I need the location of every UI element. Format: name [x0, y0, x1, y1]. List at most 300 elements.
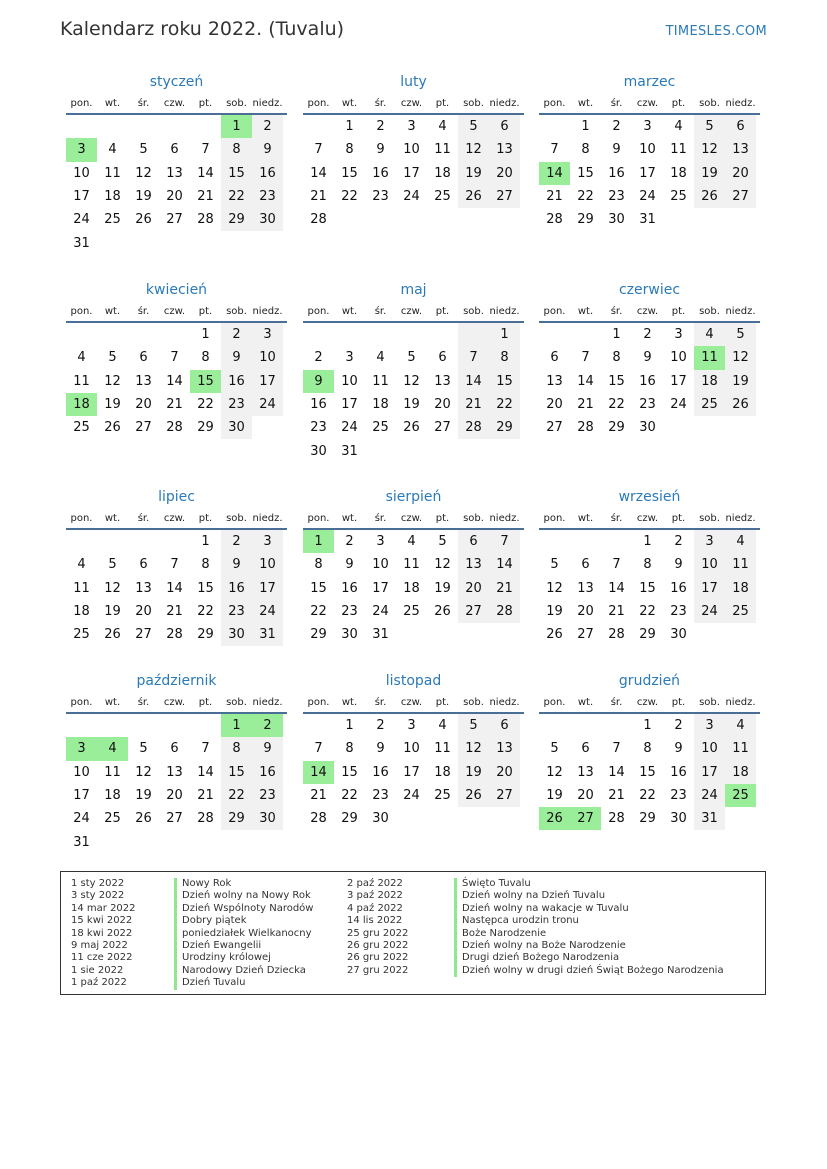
day-cell[interactable]: 2	[376, 119, 385, 135]
day-cell[interactable]: 5	[458, 115, 489, 138]
day-cell[interactable]: 18	[104, 189, 121, 205]
day-cell[interactable]: 16	[221, 577, 252, 600]
day-cell[interactable]: 8	[314, 557, 323, 573]
day-cell[interactable]: 14	[166, 580, 183, 596]
day-cell[interactable]: 3	[66, 138, 97, 161]
day-cell[interactable]: 10	[694, 737, 725, 760]
day-cell[interactable]: 26	[546, 627, 563, 643]
day-cell[interactable]: 21	[197, 189, 214, 205]
day-cell[interactable]: 17	[73, 788, 90, 804]
day-cell[interactable]: 19	[104, 604, 121, 620]
day-cell[interactable]: 3	[407, 119, 416, 135]
day-cell[interactable]: 14	[608, 580, 625, 596]
day-cell[interactable]: 17	[694, 577, 725, 600]
day-cell[interactable]: 11	[73, 580, 90, 596]
day-cell[interactable]: 11	[403, 557, 420, 573]
day-cell[interactable]: 16	[639, 373, 656, 389]
day-cell[interactable]: 27	[725, 185, 756, 208]
day-cell[interactable]: 18	[73, 604, 90, 620]
day-cell[interactable]: 23	[670, 788, 687, 804]
day-cell[interactable]: 11	[372, 373, 389, 389]
day-cell[interactable]: 22	[489, 393, 520, 416]
day-cell[interactable]: 18	[434, 165, 451, 181]
day-cell[interactable]: 15	[341, 165, 358, 181]
day-cell[interactable]: 20	[489, 162, 520, 185]
day-cell[interactable]: 4	[725, 530, 756, 553]
day-cell[interactable]: 5	[108, 557, 117, 573]
day-cell[interactable]: 13	[577, 580, 594, 596]
day-cell[interactable]: 28	[310, 212, 327, 228]
day-cell[interactable]: 30	[221, 623, 252, 646]
day-cell[interactable]: 2	[252, 115, 283, 138]
day-cell[interactable]: 15	[310, 580, 327, 596]
day-cell[interactable]: 26	[135, 811, 152, 827]
day-cell[interactable]: 29	[489, 416, 520, 439]
day-cell[interactable]: 15	[221, 162, 252, 185]
day-cell[interactable]: 12	[725, 346, 756, 369]
day-cell[interactable]: 3	[643, 119, 652, 135]
day-cell[interactable]: 6	[581, 741, 590, 757]
day-cell[interactable]: 15	[341, 764, 358, 780]
day-cell[interactable]: 1	[201, 534, 210, 550]
day-cell[interactable]: 10	[403, 142, 420, 158]
day-cell[interactable]: 7	[489, 530, 520, 553]
day-cell[interactable]: 14	[489, 553, 520, 576]
day-cell[interactable]: 31	[694, 807, 725, 830]
day-cell[interactable]: 10	[252, 553, 283, 576]
day-cell[interactable]: 7	[458, 346, 489, 369]
day-cell[interactable]: 8	[345, 741, 354, 757]
day-cell[interactable]: 6	[458, 530, 489, 553]
day-cell[interactable]: 26	[725, 393, 756, 416]
day-cell[interactable]: 4	[97, 737, 128, 760]
day-cell[interactable]: 26	[104, 627, 121, 643]
day-cell[interactable]: 16	[372, 165, 389, 181]
day-cell[interactable]: 10	[252, 346, 283, 369]
day-cell[interactable]: 12	[458, 737, 489, 760]
day-cell[interactable]: 18	[694, 370, 725, 393]
day-cell[interactable]: 27	[166, 811, 183, 827]
day-cell[interactable]: 20	[135, 604, 152, 620]
day-cell[interactable]: 8	[643, 741, 652, 757]
day-cell[interactable]: 18	[725, 761, 756, 784]
day-cell[interactable]: 17	[341, 397, 358, 413]
day-cell[interactable]: 16	[341, 580, 358, 596]
day-cell[interactable]: 25	[725, 600, 756, 623]
day-cell[interactable]: 5	[550, 557, 559, 573]
day-cell[interactable]: 18	[66, 393, 97, 416]
day-cell[interactable]: 22	[341, 788, 358, 804]
day-cell[interactable]: 30	[252, 807, 283, 830]
day-cell[interactable]: 2	[674, 718, 683, 734]
day-cell[interactable]: 10	[670, 350, 687, 366]
day-cell[interactable]: 29	[639, 627, 656, 643]
day-cell[interactable]: 4	[108, 142, 117, 158]
day-cell[interactable]: 29	[197, 627, 214, 643]
day-cell[interactable]: 9	[252, 138, 283, 161]
day-cell[interactable]: 26	[104, 420, 121, 436]
day-cell[interactable]: 24	[252, 393, 283, 416]
day-cell[interactable]: 15	[639, 764, 656, 780]
day-cell[interactable]: 31	[372, 627, 389, 643]
day-cell[interactable]: 23	[372, 189, 389, 205]
day-cell[interactable]: 28	[608, 627, 625, 643]
day-cell[interactable]: 31	[73, 235, 90, 251]
day-cell[interactable]: 23	[252, 185, 283, 208]
day-cell[interactable]: 6	[139, 350, 148, 366]
day-cell[interactable]: 16	[252, 162, 283, 185]
day-cell[interactable]: 9	[376, 741, 385, 757]
day-cell[interactable]: 10	[694, 553, 725, 576]
day-cell[interactable]: 3	[66, 737, 97, 760]
day-cell[interactable]: 21	[577, 397, 594, 413]
day-cell[interactable]: 4	[77, 350, 86, 366]
day-cell[interactable]: 14	[197, 165, 214, 181]
day-cell[interactable]: 14	[197, 764, 214, 780]
day-cell[interactable]: 1	[345, 119, 354, 135]
day-cell[interactable]: 15	[190, 370, 221, 393]
day-cell[interactable]: 11	[104, 764, 121, 780]
day-cell[interactable]: 12	[135, 165, 152, 181]
day-cell[interactable]: 18	[403, 580, 420, 596]
day-cell[interactable]: 8	[581, 142, 590, 158]
day-cell[interactable]: 3	[345, 350, 354, 366]
day-cell[interactable]: 27	[135, 627, 152, 643]
day-cell[interactable]: 1	[581, 119, 590, 135]
day-cell[interactable]: 16	[670, 580, 687, 596]
day-cell[interactable]: 28	[166, 627, 183, 643]
day-cell[interactable]: 13	[489, 138, 520, 161]
day-cell[interactable]: 23	[310, 420, 327, 436]
day-cell[interactable]: 26	[135, 212, 152, 228]
day-cell[interactable]: 16	[221, 370, 252, 393]
day-cell[interactable]: 29	[221, 807, 252, 830]
day-cell[interactable]: 6	[581, 557, 590, 573]
day-cell[interactable]: 20	[725, 162, 756, 185]
day-cell[interactable]: 25	[434, 189, 451, 205]
day-cell[interactable]: 18	[725, 577, 756, 600]
day-cell[interactable]: 22	[310, 604, 327, 620]
day-cell[interactable]: 7	[314, 741, 323, 757]
day-cell[interactable]: 28	[608, 811, 625, 827]
day-cell[interactable]: 4	[77, 557, 86, 573]
day-cell[interactable]: 9	[345, 557, 354, 573]
day-cell[interactable]: 2	[345, 534, 354, 550]
day-cell[interactable]: 7	[612, 741, 621, 757]
day-cell[interactable]: 4	[376, 350, 385, 366]
day-cell[interactable]: 27	[166, 212, 183, 228]
day-cell[interactable]: 24	[372, 604, 389, 620]
day-cell[interactable]: 23	[372, 788, 389, 804]
day-cell[interactable]: 5	[725, 323, 756, 346]
day-cell[interactable]: 27	[135, 420, 152, 436]
day-cell[interactable]: 22	[197, 397, 214, 413]
day-cell[interactable]: 25	[403, 604, 420, 620]
day-cell[interactable]: 16	[670, 764, 687, 780]
day-cell[interactable]: 17	[73, 189, 90, 205]
day-cell[interactable]: 9	[674, 741, 683, 757]
day-cell[interactable]: 12	[403, 373, 420, 389]
day-cell[interactable]: 13	[135, 580, 152, 596]
day-cell[interactable]: 22	[577, 189, 594, 205]
day-cell[interactable]: 15	[639, 580, 656, 596]
day-cell[interactable]: 13	[135, 373, 152, 389]
day-cell[interactable]: 10	[403, 741, 420, 757]
day-cell[interactable]: 15	[577, 165, 594, 181]
day-cell[interactable]: 5	[438, 534, 447, 550]
day-cell[interactable]: 2	[376, 718, 385, 734]
day-cell[interactable]: 8	[612, 350, 621, 366]
day-cell[interactable]: 17	[639, 165, 656, 181]
day-cell[interactable]: 30	[372, 811, 389, 827]
day-cell[interactable]: 10	[639, 142, 656, 158]
day-cell[interactable]: 4	[674, 119, 683, 135]
day-cell[interactable]: 26	[458, 185, 489, 208]
day-cell[interactable]: 10	[73, 165, 90, 181]
day-cell[interactable]: 25	[694, 393, 725, 416]
day-cell[interactable]: 24	[639, 189, 656, 205]
day-cell[interactable]: 5	[458, 714, 489, 737]
day-cell[interactable]: 19	[725, 370, 756, 393]
day-cell[interactable]: 5	[407, 350, 416, 366]
day-cell[interactable]: 13	[489, 737, 520, 760]
day-cell[interactable]: 7	[550, 142, 559, 158]
day-cell[interactable]: 13	[546, 373, 563, 389]
day-cell[interactable]: 30	[608, 212, 625, 228]
day-cell[interactable]: 7	[612, 557, 621, 573]
day-cell[interactable]: 24	[73, 811, 90, 827]
day-cell[interactable]: 25	[670, 189, 687, 205]
day-cell[interactable]: 25	[104, 811, 121, 827]
day-cell[interactable]: 20	[489, 761, 520, 784]
day-cell[interactable]: 25	[73, 627, 90, 643]
day-cell[interactable]: 20	[458, 577, 489, 600]
day-cell[interactable]: 17	[403, 165, 420, 181]
day-cell[interactable]: 11	[434, 142, 451, 158]
day-cell[interactable]: 30	[670, 811, 687, 827]
day-cell[interactable]: 13	[434, 373, 451, 389]
day-cell[interactable]: 1	[643, 534, 652, 550]
day-cell[interactable]: 31	[341, 443, 358, 459]
day-cell[interactable]: 29	[221, 208, 252, 231]
day-cell[interactable]: 22	[221, 784, 252, 807]
day-cell[interactable]: 10	[73, 764, 90, 780]
day-cell[interactable]: 26	[403, 420, 420, 436]
day-cell[interactable]: 18	[372, 397, 389, 413]
day-cell[interactable]: 23	[221, 600, 252, 623]
day-cell[interactable]: 8	[345, 142, 354, 158]
day-cell[interactable]: 13	[577, 764, 594, 780]
day-cell[interactable]: 4	[725, 714, 756, 737]
day-cell[interactable]: 20	[135, 397, 152, 413]
day-cell[interactable]: 31	[639, 212, 656, 228]
day-cell[interactable]: 12	[694, 138, 725, 161]
day-cell[interactable]: 21	[166, 604, 183, 620]
day-cell[interactable]: 1	[612, 327, 621, 343]
day-cell[interactable]: 12	[434, 557, 451, 573]
day-cell[interactable]: 23	[221, 393, 252, 416]
day-cell[interactable]: 30	[252, 208, 283, 231]
day-cell[interactable]: 28	[166, 420, 183, 436]
day-cell[interactable]: 22	[341, 189, 358, 205]
day-cell[interactable]: 1	[303, 530, 334, 553]
day-cell[interactable]: 4	[407, 534, 416, 550]
day-cell[interactable]: 29	[341, 811, 358, 827]
day-cell[interactable]: 20	[546, 397, 563, 413]
day-cell[interactable]: 10	[341, 373, 358, 389]
day-cell[interactable]: 6	[139, 557, 148, 573]
day-cell[interactable]: 3	[252, 530, 283, 553]
day-cell[interactable]: 27	[458, 600, 489, 623]
day-cell[interactable]: 21	[489, 577, 520, 600]
day-cell[interactable]: 2	[314, 350, 323, 366]
day-cell[interactable]: 13	[166, 165, 183, 181]
day-cell[interactable]: 23	[252, 784, 283, 807]
day-cell[interactable]: 22	[197, 604, 214, 620]
day-cell[interactable]: 15	[489, 370, 520, 393]
day-cell[interactable]: 14	[166, 373, 183, 389]
day-cell[interactable]: 1	[345, 718, 354, 734]
day-cell[interactable]: 28	[458, 416, 489, 439]
day-cell[interactable]: 12	[458, 138, 489, 161]
day-cell[interactable]: 7	[170, 350, 179, 366]
day-cell[interactable]: 26	[539, 807, 570, 830]
day-cell[interactable]: 11	[434, 741, 451, 757]
day-cell[interactable]: 6	[438, 350, 447, 366]
day-cell[interactable]: 9	[303, 370, 334, 393]
day-cell[interactable]: 17	[252, 370, 283, 393]
day-cell[interactable]: 5	[694, 115, 725, 138]
day-cell[interactable]: 6	[489, 714, 520, 737]
day-cell[interactable]: 12	[104, 373, 121, 389]
day-cell[interactable]: 28	[310, 811, 327, 827]
day-cell[interactable]: 24	[403, 189, 420, 205]
day-cell[interactable]: 9	[252, 737, 283, 760]
day-cell[interactable]: 3	[674, 327, 683, 343]
day-cell[interactable]: 21	[310, 788, 327, 804]
day-cell[interactable]: 14	[303, 761, 334, 784]
day-cell[interactable]: 21	[608, 788, 625, 804]
day-cell[interactable]: 26	[434, 604, 451, 620]
day-cell[interactable]: 12	[546, 580, 563, 596]
day-cell[interactable]: 17	[372, 580, 389, 596]
day-cell[interactable]: 19	[135, 189, 152, 205]
day-cell[interactable]: 19	[403, 397, 420, 413]
day-cell[interactable]: 8	[201, 350, 210, 366]
day-cell[interactable]: 29	[608, 420, 625, 436]
day-cell[interactable]: 19	[458, 761, 489, 784]
day-cell[interactable]: 16	[372, 764, 389, 780]
day-cell[interactable]: 19	[546, 604, 563, 620]
day-cell[interactable]: 23	[639, 397, 656, 413]
day-cell[interactable]: 31	[252, 623, 283, 646]
day-cell[interactable]: 17	[252, 577, 283, 600]
day-cell[interactable]: 20	[434, 397, 451, 413]
day-cell[interactable]: 11	[725, 553, 756, 576]
day-cell[interactable]: 22	[221, 185, 252, 208]
day-cell[interactable]: 25	[73, 420, 90, 436]
day-cell[interactable]: 3	[252, 323, 283, 346]
day-cell[interactable]: 11	[104, 165, 121, 181]
day-cell[interactable]: 7	[170, 557, 179, 573]
day-cell[interactable]: 8	[643, 557, 652, 573]
day-cell[interactable]: 22	[639, 604, 656, 620]
day-cell[interactable]: 2	[643, 327, 652, 343]
day-cell[interactable]: 19	[104, 397, 121, 413]
day-cell[interactable]: 19	[135, 788, 152, 804]
day-cell[interactable]: 19	[458, 162, 489, 185]
day-cell[interactable]: 2	[252, 714, 283, 737]
day-cell[interactable]: 6	[170, 741, 179, 757]
day-cell[interactable]: 28	[546, 212, 563, 228]
day-cell[interactable]: 21	[197, 788, 214, 804]
day-cell[interactable]: 25	[725, 784, 756, 807]
day-cell[interactable]: 17	[403, 764, 420, 780]
day-cell[interactable]: 28	[577, 420, 594, 436]
day-cell[interactable]: 3	[376, 534, 385, 550]
day-cell[interactable]: 24	[694, 784, 725, 807]
day-cell[interactable]: 11	[73, 373, 90, 389]
day-cell[interactable]: 11	[725, 737, 756, 760]
day-cell[interactable]: 22	[608, 397, 625, 413]
day-cell[interactable]: 14	[577, 373, 594, 389]
day-cell[interactable]: 2	[674, 534, 683, 550]
day-cell[interactable]: 1	[489, 323, 520, 346]
day-cell[interactable]: 30	[341, 627, 358, 643]
day-cell[interactable]: 27	[570, 807, 601, 830]
day-cell[interactable]: 27	[434, 420, 451, 436]
day-cell[interactable]: 7	[581, 350, 590, 366]
day-cell[interactable]: 7	[314, 142, 323, 158]
day-cell[interactable]: 20	[166, 189, 183, 205]
day-cell[interactable]: 30	[310, 443, 327, 459]
day-cell[interactable]: 4	[438, 718, 447, 734]
day-cell[interactable]: 31	[73, 834, 90, 850]
day-cell[interactable]: 29	[577, 212, 594, 228]
day-cell[interactable]: 9	[674, 557, 683, 573]
day-cell[interactable]: 1	[201, 327, 210, 343]
day-cell[interactable]: 5	[108, 350, 117, 366]
day-cell[interactable]: 29	[310, 627, 327, 643]
day-cell[interactable]: 27	[489, 784, 520, 807]
day-cell[interactable]: 28	[197, 212, 214, 228]
day-cell[interactable]: 6	[725, 115, 756, 138]
day-cell[interactable]: 26	[458, 784, 489, 807]
day-cell[interactable]: 2	[221, 530, 252, 553]
day-cell[interactable]: 14	[539, 162, 570, 185]
day-cell[interactable]: 17	[694, 761, 725, 784]
day-cell[interactable]: 9	[643, 350, 652, 366]
day-cell[interactable]: 10	[372, 557, 389, 573]
day-cell[interactable]: 21	[458, 393, 489, 416]
day-cell[interactable]: 21	[166, 397, 183, 413]
day-cell[interactable]: 4	[438, 119, 447, 135]
day-cell[interactable]: 24	[694, 600, 725, 623]
day-cell[interactable]: 23	[341, 604, 358, 620]
day-cell[interactable]: 11	[694, 346, 725, 369]
day-cell[interactable]: 28	[489, 600, 520, 623]
day-cell[interactable]: 20	[166, 788, 183, 804]
day-cell[interactable]: 29	[639, 811, 656, 827]
day-cell[interactable]: 1	[643, 718, 652, 734]
day-cell[interactable]: 23	[608, 189, 625, 205]
day-cell[interactable]: 19	[434, 580, 451, 596]
day-cell[interactable]: 25	[104, 212, 121, 228]
day-cell[interactable]: 9	[376, 142, 385, 158]
day-cell[interactable]: 2	[612, 119, 621, 135]
day-cell[interactable]: 12	[104, 580, 121, 596]
day-cell[interactable]: 19	[694, 162, 725, 185]
